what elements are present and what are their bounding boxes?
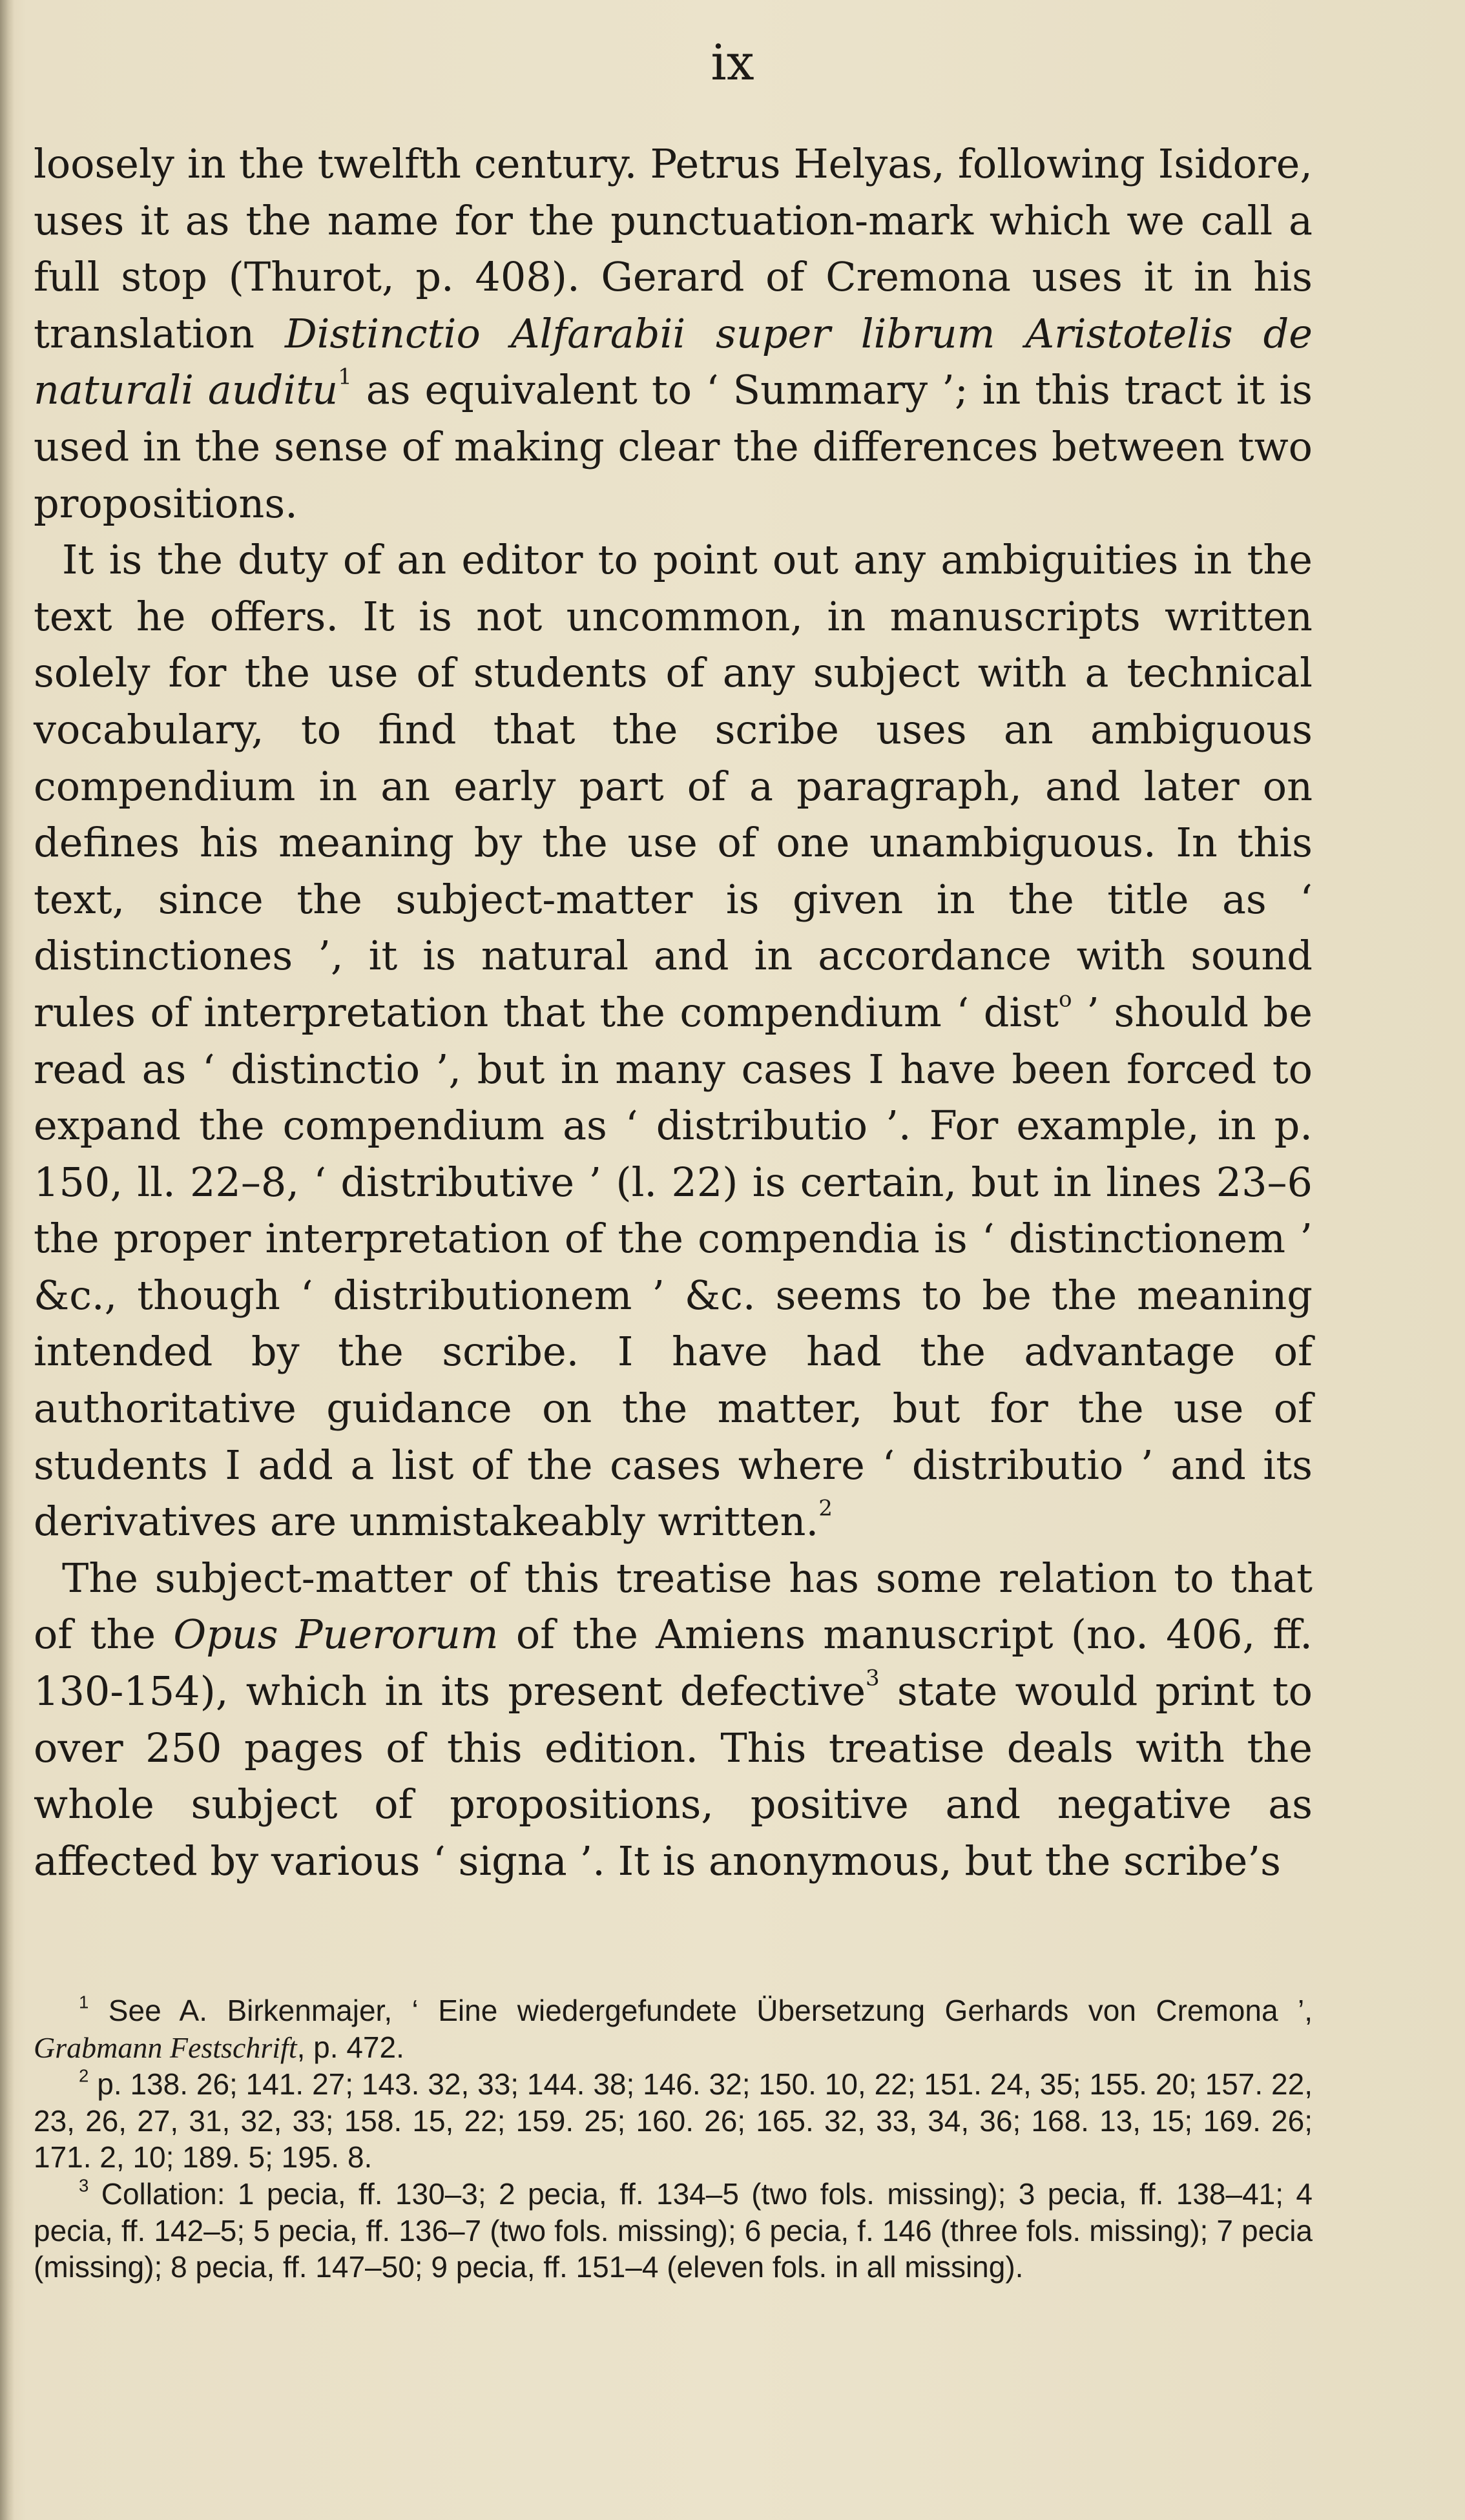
text-run: p. 138. 26; 141. 27; 143. 32, 33; 144. 38; 146. 32; 150. 10, 22; 151. 24, 35; 155. 20; 157. 22, 23, 26, 27, 31, 32, 33; 158. 15, 22; 159. 25; 160. 26; 165. 32, 33, 34, 36; 168. 13, 15; 169. 26; 171. 2, 10; 189. 5; 195. 8.: [34, 2067, 1313, 2174]
paragraph-2: [34, 532, 1313, 1550]
note-reference: 2: [79, 2065, 89, 2086]
page-binding-edge: [0, 0, 14, 2520]
text-run: Collation: 1 pecia, ff. 130–3; 2 pecia, ff. 134–5 (two fols. missing); 3 pecia, ff. 138–41; 4 pecia, ff. 142–5; 5 pecia, ff. 136–7 (two fols. missing); 6 pecia, f. 146 (three fols. missing); 7 pecia (missing); 8 pecia, ff. 147–50; 9 pecia, ff. 151–4 (eleven fols. in all missing).: [34, 2176, 1313, 2284]
text-run: It is the duty of an editor to point out any ambiguities in the text he offers. It is not uncommon, in manuscripts written solely for the use of students of any subject with a technical vocabulary, to find that the scribe uses an ambiguous compendium in an early part of a paragraph, and later on defines his meaning by the use of one unambiguous. In this text, since the subject-matter is given in the title as ‘ distinctiones ’, it is natural and in accordance with sound rules of interpretation that the compendium ‘ dist: [34, 536, 1313, 1036]
note-reference: 3: [866, 1665, 880, 1691]
paragraph-3: [34, 1550, 1313, 1890]
text-run: of the Amiens manuscript (no. 406, ff. 130-154), which in its present defective: [34, 1611, 1313, 1715]
note-reference: 3: [79, 2175, 89, 2196]
text-run: ’ should be read as ‘ distinctio ’, but in many cases I have been forced to expand the compendium as ‘ distributio ’. For example, in p. 150, ll. 22–8, ‘ distributive ’ (l. 22) is certain, but in lines 23–6 the proper interpretation of the compendia is ‘ distinctionem ’ &c., though ‘ distributionem ’ &c. seems to be the meaning intended by the scribe. I have had the advantage of authoritative guidance on the matter, but for the use of students I add a list of the cases where ‘ distributio ’ and its derivatives are unmistakeably written.: [34, 988, 1313, 1545]
text-run: state would print to over 250 pages of this edition. This treatise deals with the whole subject of propositions, positive and negative as affected by various ‘ signa ’. It is anonymous, but the scribe’s: [34, 1668, 1313, 1885]
paragraph-1: [34, 136, 1313, 532]
footnote-1: [34, 1992, 1313, 2066]
note-reference: 1: [79, 1992, 89, 2012]
text-run: See A. Birkenmajer, ‘ Eine wiedergefundete Übersetzung Gerhards von Cremona ’,: [88, 1994, 1313, 2027]
text-run: loosely in the twelfth century. Petrus Helyas, following Isidore, uses it as the name for the punctuation-mark which we call a full stop (Thurot, p. 408). Gerard of Cremona uses it in his translation: [34, 140, 1313, 357]
footnote-3: [34, 2176, 1313, 2286]
page-number: ix: [711, 34, 754, 91]
italic-title: Opus Puerorum: [173, 1611, 499, 1658]
footnotes: [34, 1992, 1313, 2286]
note-reference: 2: [818, 1495, 833, 1522]
text-run: , p. 472.: [296, 2030, 404, 2064]
italic-title: Grabmann Festschrift: [34, 2030, 297, 2064]
footnote-2: [34, 2066, 1313, 2176]
italic-title: Distinctio Alfarabii super librum Aristotelis de naturali auditu: [34, 309, 1313, 414]
note-reference: 1: [338, 364, 352, 390]
text-run: as equivalent to ‘ Summary ’; in this tract it is used in the sense of making clear the differences between two propositions.: [34, 366, 1313, 527]
text-run: The subject-matter of this treatise has some relation to that of the: [34, 1554, 1313, 1658]
note-reference: o: [1059, 986, 1072, 1013]
main-text: [34, 136, 1313, 1889]
